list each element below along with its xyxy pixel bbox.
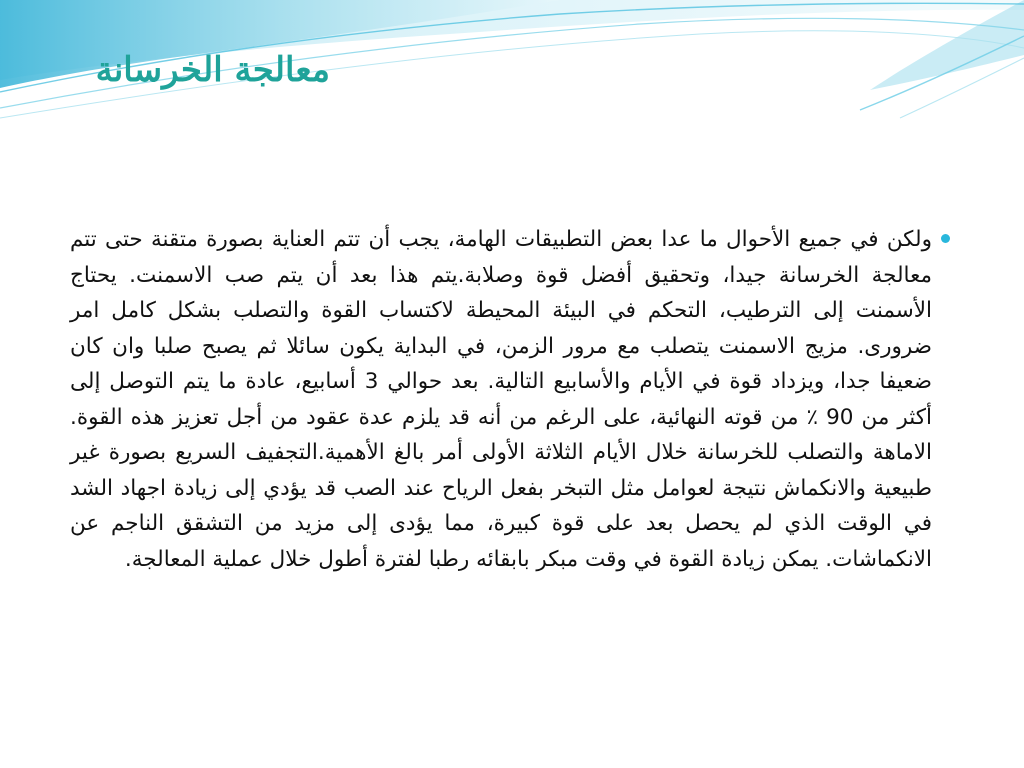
wave-band-right — [870, 0, 1024, 90]
slide-title: معالجة الخرسانة — [95, 50, 330, 90]
bullet-paragraph: ولكن في جميع الأحوال ما عدا بعض التطبيقات الهامة، يجب أن تتم العناية بصورة متقنة حتى تتم معالجة الخرسانة جيدا، وتحقيق أفضل قوة وصلابة.يتم هذا بعد أن يتم صب الاسمنت. يحتاج الأسمنت إلى الترطيب، التحكم في البيئة المحيطة لاكتساب القوة والتصلب بشكل كامل امر ضرورى. مزيج الاسمنت يتصلب مع مرور الزمن، في البداية يكون سائلا ثم يصبح صلبا وان كان ضعيفا جدا، ويزداد قوة في الأيام والأسابيع التالية. بعد حوالي 3 أسابيع، عادة ما يتم التوصل إلى أكثر من 90 ٪ من قوته النهائية، على الرغم من أنه قد يلزم عدة عقود من أجل تعزيز هذه القوة. الاماهة والتصلب للخرسانة خلال الأيام الثلاثة الأولى أمر بالغ الأهمية.التجفيف السريع بصورة غير طبيعية والانكماش نتيجة لعوامل مثل التبخر بفعل الرياح عند الصب قد يؤدي إلى زيادة اجهاد الشد في الوقت الذي لم يحصل بعد على قوة كبيرة، مما يؤدى إلى مزيد من التشقق الناجم عن الانكماشات. يمكن زيادة القوة في وقت مبكر بابقائه رطبا لفترة أطول خلال عملية المعالجة. — [70, 227, 932, 572]
content-area — [70, 222, 962, 722]
bullet-dot-icon — [941, 234, 950, 243]
